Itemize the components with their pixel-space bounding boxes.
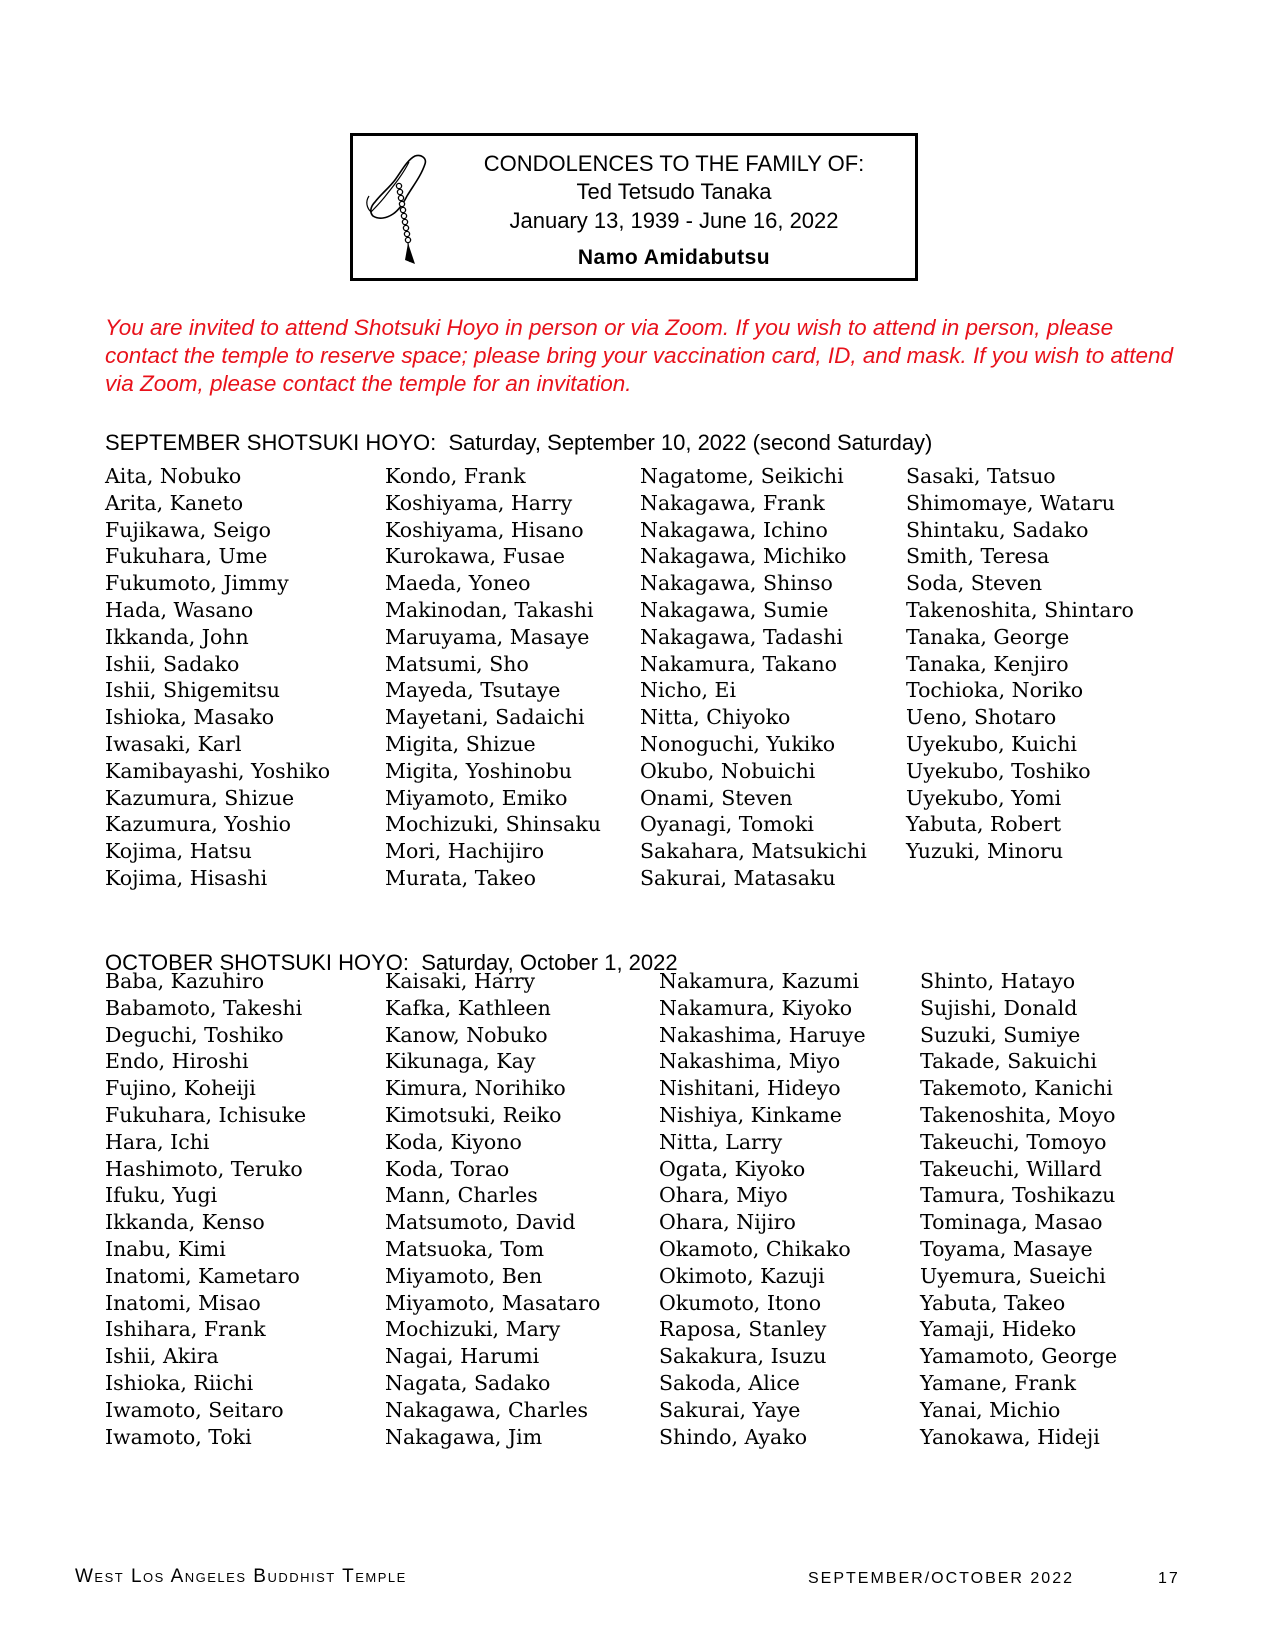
memorial-name: Koshiyama, Harry xyxy=(385,490,573,515)
memorial-name: Ikkanda, John xyxy=(105,624,249,649)
memorial-name: Koshiyama, Hisano xyxy=(385,517,584,542)
memorial-name: Onami, Steven xyxy=(640,785,793,810)
memorial-name: Nagatome, Seikichi xyxy=(640,464,844,488)
memorial-name: Nakagawa, Jim xyxy=(385,1424,543,1449)
memorial-name: Sakakura, Isuzu xyxy=(659,1344,827,1369)
page-number: 17 xyxy=(1158,1570,1180,1587)
memorial-name: Kafka, Kathleen xyxy=(385,995,551,1020)
memorial-name: Endo, Hiroshi xyxy=(105,1049,249,1074)
footer-issue: SEPTEMBER/OCTOBER 2022 xyxy=(808,1570,1074,1587)
memorial-name: Nakagawa, Ichino xyxy=(640,517,828,542)
namo-amidabutsu: Namo Amidabutsu xyxy=(577,246,771,269)
memorial-name: Takade, Sakuichi xyxy=(920,1049,1097,1074)
memorial-name: Tominaga, Masao xyxy=(920,1210,1103,1235)
october-column xyxy=(659,968,866,1450)
memorial-name: Shindo, Ayako xyxy=(659,1424,808,1449)
memorial-name: Tochioka, Noriko xyxy=(906,678,1084,703)
memorial-name: Sujishi, Donald xyxy=(920,995,1078,1020)
memorial-name: Matsuoka, Tom xyxy=(385,1236,545,1261)
memorial-name: Kurokawa, Fusae xyxy=(385,544,565,569)
memorial-name: Nicho, Ei xyxy=(640,678,737,703)
memorial-name: Ishii, Akira xyxy=(105,1344,219,1369)
memorial-name: Ishioka, Masako xyxy=(105,705,275,730)
memorial-name: Migita, Yoshinobu xyxy=(385,758,572,783)
memorial-name: Yamane, Frank xyxy=(920,1370,1077,1395)
memorial-name: Kojima, Hisashi xyxy=(105,865,268,890)
september-column xyxy=(640,463,867,892)
memorial-name: Kojima, Hatsu xyxy=(105,839,252,864)
memorial-name: Nakashima, Haruye xyxy=(659,1022,866,1047)
memorial-name: Nakagawa, Sumie xyxy=(640,597,829,622)
memorial-name: Yabuta, Robert xyxy=(906,812,1062,837)
life-dates: January 13, 1939 - June 16, 2022 xyxy=(509,208,839,233)
memorial-name: Yamamoto, George xyxy=(920,1344,1118,1369)
condolence-heading: CONDOLENCES TO THE FAMILY OF: xyxy=(483,151,865,176)
memorial-name: Shimomaye, Wataru xyxy=(906,490,1115,515)
memorial-name: Ishii, Shigemitsu xyxy=(105,678,280,703)
memorial-name: Miyamoto, Ben xyxy=(385,1263,543,1288)
october-column xyxy=(105,968,306,1450)
memorial-name: Raposa, Stanley xyxy=(659,1317,827,1342)
memorial-name: Yanokawa, Hideji xyxy=(920,1424,1100,1449)
memorial-name: Matsumoto, David xyxy=(385,1210,576,1235)
memorial-name: Nakagawa, Frank xyxy=(640,490,825,515)
memorial-name: Okumoto, Itono xyxy=(659,1290,822,1315)
memorial-name: Takenoshita, Shintaro xyxy=(906,597,1134,622)
memorial-name: Kanow, Nobuko xyxy=(385,1022,548,1047)
memorial-name: Inatomi, Misao xyxy=(105,1290,261,1315)
memorial-name: Maeda, Yoneo xyxy=(385,571,531,596)
memorial-name: Shinto, Hatayo xyxy=(920,969,1076,993)
september-heading: SEPTEMBER SHOTSUKI HOYO: Saturday, September 10, 2022 (second Saturday) xyxy=(105,430,933,455)
memorial-name: Arita, Kaneto xyxy=(105,490,244,515)
memorial-name: Kondo, Frank xyxy=(385,464,526,488)
memorial-name: Okimoto, Kazuji xyxy=(659,1263,825,1288)
memorial-name: Kamibayashi, Yoshiko xyxy=(105,758,331,783)
invitation-notice: You are invited to attend Shotsuki Hoyo in person or via Zoom. If you wish to attend in person, please contact the temple to reserve space; please bring your vaccination card, ID, and mask. If you wish to attend via Zoom, please contact the temple for an invitation. xyxy=(105,315,1174,396)
footer-organization: West Los Angeles Buddhist Temple xyxy=(75,1566,407,1587)
memorial-name: Aita, Nobuko xyxy=(105,464,242,488)
memorial-name: Ogata, Kiyoko xyxy=(659,1156,806,1181)
condolence-box xyxy=(350,133,918,281)
september-column xyxy=(105,463,330,892)
memorial-name: Tanaka, Kenjiro xyxy=(906,651,1069,676)
memorial-name: Sakoda, Alice xyxy=(659,1370,800,1395)
memorial-name: Okamoto, Chikako xyxy=(659,1236,851,1261)
memorial-name: Nakagawa, Shinso xyxy=(640,571,833,596)
memorial-name: Fukumoto, Jimmy xyxy=(105,571,289,596)
memorial-name: Takemoto, Kanichi xyxy=(920,1076,1113,1101)
memorial-name: Uyekubo, Toshiko xyxy=(906,758,1091,783)
memorial-name: Mochizuki, Shinsaku xyxy=(385,812,601,837)
memorial-name: Mann, Charles xyxy=(385,1183,538,1208)
memorial-name: Ikkanda, Kenso xyxy=(105,1210,265,1235)
memorial-name: Uyekubo, Yomi xyxy=(906,785,1062,810)
memorial-name: Inatomi, Kametaro xyxy=(105,1263,300,1288)
memorial-name: Fukuhara, Ume xyxy=(105,544,268,569)
memorial-name: Takeuchi, Willard xyxy=(920,1156,1102,1181)
memorial-name: Nakamura, Kiyoko xyxy=(659,995,853,1020)
memorial-name: Sakurai, Matasaku xyxy=(640,865,836,890)
memorial-name: Migita, Shizue xyxy=(385,731,536,756)
memorial-name: Soda, Steven xyxy=(906,571,1043,596)
memorial-name: Mayetani, Sadaichi xyxy=(385,705,585,730)
memorial-name: Ifuku, Yugi xyxy=(105,1183,218,1208)
memorial-name: Ueno, Shotaro xyxy=(906,705,1057,730)
memorial-name: Babamoto, Takeshi xyxy=(105,995,303,1020)
memorial-name: Nishitani, Hideyo xyxy=(659,1076,841,1101)
memorial-name: Tanaka, George xyxy=(906,624,1070,649)
memorial-name: Iwamoto, Toki xyxy=(105,1424,252,1449)
memorial-name: Takenoshita, Moyo xyxy=(920,1102,1116,1127)
memorial-name: Ishii, Sadako xyxy=(105,651,240,676)
october-column xyxy=(385,968,600,1450)
memorial-name: Takeuchi, Tomoyo xyxy=(920,1129,1107,1154)
memorial-name: Oyanagi, Tomoki xyxy=(640,812,814,837)
memorial-name: Miyamoto, Masataro xyxy=(385,1290,601,1315)
memorial-name: Ishioka, Riichi xyxy=(105,1370,254,1395)
memorial-name: Ohara, Nijiro xyxy=(659,1210,796,1235)
memorial-name: Kazumura, Shizue xyxy=(105,785,295,810)
memorial-name: Sasaki, Tatsuo xyxy=(906,464,1056,488)
memorial-name: Uyemura, Sueichi xyxy=(920,1263,1106,1288)
memorial-name: Uyekubo, Kuichi xyxy=(906,731,1077,756)
praying-hands-icon xyxy=(363,150,433,270)
memorial-name: Inabu, Kimi xyxy=(105,1236,226,1261)
memorial-name: Murata, Takeo xyxy=(385,865,536,890)
memorial-name: Nagai, Harumi xyxy=(385,1344,540,1369)
september-column xyxy=(906,463,1134,865)
memorial-name: Nagata, Sadako xyxy=(385,1370,551,1395)
memorial-name: Yuzuki, Minoru xyxy=(906,839,1064,864)
memorial-name: Nishiya, Kinkame xyxy=(659,1102,842,1127)
memorial-name: Nakamura, Takano xyxy=(640,651,837,676)
memorial-name: Yabuta, Takeo xyxy=(920,1290,1066,1315)
memorial-name: Mori, Hachijiro xyxy=(385,839,545,864)
memorial-name: Kazumura, Yoshio xyxy=(105,812,291,837)
memorial-name: Miyamoto, Emiko xyxy=(385,785,568,810)
october-column xyxy=(920,968,1117,1450)
memorial-name: Sakahara, Matsukichi xyxy=(640,839,867,864)
memorial-name: Tamura, Toshikazu xyxy=(920,1183,1116,1208)
memorial-name: Matsumi, Sho xyxy=(385,651,529,676)
memorial-name: Okubo, Nobuichi xyxy=(640,758,816,783)
memorial-name: Kikunaga, Kay xyxy=(385,1049,536,1074)
memorial-name: Smith, Teresa xyxy=(906,544,1050,569)
october-heading: OCTOBER SHOTSUKI HOYO: Saturday, October 1, 2022 xyxy=(105,950,678,975)
memorial-name: Kimura, Norihiko xyxy=(385,1076,566,1101)
memorial-name: Nakagawa, Michiko xyxy=(640,544,847,569)
memorial-name: Nitta, Chiyoko xyxy=(640,705,791,730)
memorial-name: Hara, Ichi xyxy=(105,1129,210,1154)
memorial-name: Hashimoto, Teruko xyxy=(105,1156,303,1181)
memorial-name: Nakamura, Kazumi xyxy=(659,969,860,993)
memorial-name: Kimotsuki, Reiko xyxy=(385,1102,562,1127)
memorial-name: Koda, Kiyono xyxy=(385,1129,522,1154)
memorial-name: Fukuhara, Ichisuke xyxy=(105,1102,307,1127)
memorial-name: Deguchi, Toshiko xyxy=(105,1022,284,1047)
memorial-name: Ohara, Miyo xyxy=(659,1183,788,1208)
september-column xyxy=(385,463,601,892)
deceased-name: Ted Tetsudo Tanaka xyxy=(576,179,772,204)
memorial-name: Iwamoto, Seitaro xyxy=(105,1397,284,1422)
memorial-name: Fujino, Koheiji xyxy=(105,1076,256,1101)
memorial-name: Nonoguchi, Yukiko xyxy=(640,731,836,756)
memorial-name: Suzuki, Sumiye xyxy=(920,1022,1081,1047)
memorial-name: Hada, Wasano xyxy=(105,597,254,622)
memorial-name: Baba, Kazuhiro xyxy=(105,969,265,993)
memorial-name: Yanai, Michio xyxy=(920,1397,1061,1422)
memorial-name: Nakashima, Miyo xyxy=(659,1049,841,1074)
memorial-name: Fujikawa, Seigo xyxy=(105,517,271,542)
memorial-name: Nakagawa, Tadashi xyxy=(640,624,843,649)
memorial-name: Yamaji, Hideko xyxy=(920,1317,1077,1342)
memorial-name: Toyama, Masaye xyxy=(920,1236,1093,1261)
memorial-name: Iwasaki, Karl xyxy=(105,731,242,756)
memorial-name: Sakurai, Yaye xyxy=(659,1397,801,1422)
memorial-name: Mayeda, Tsutaye xyxy=(385,678,561,703)
memorial-name: Makinodan, Takashi xyxy=(385,597,594,622)
memorial-name: Mochizuki, Mary xyxy=(385,1317,561,1342)
memorial-name: Kaisaki, Harry xyxy=(385,969,536,993)
memorial-name: Nakagawa, Charles xyxy=(385,1397,589,1422)
memorial-name: Shintaku, Sadako xyxy=(906,517,1089,542)
memorial-name: Ishihara, Frank xyxy=(105,1317,266,1342)
memorial-name: Koda, Torao xyxy=(385,1156,510,1181)
memorial-name: Nitta, Larry xyxy=(659,1129,783,1154)
memorial-name: Maruyama, Masaye xyxy=(385,624,590,649)
